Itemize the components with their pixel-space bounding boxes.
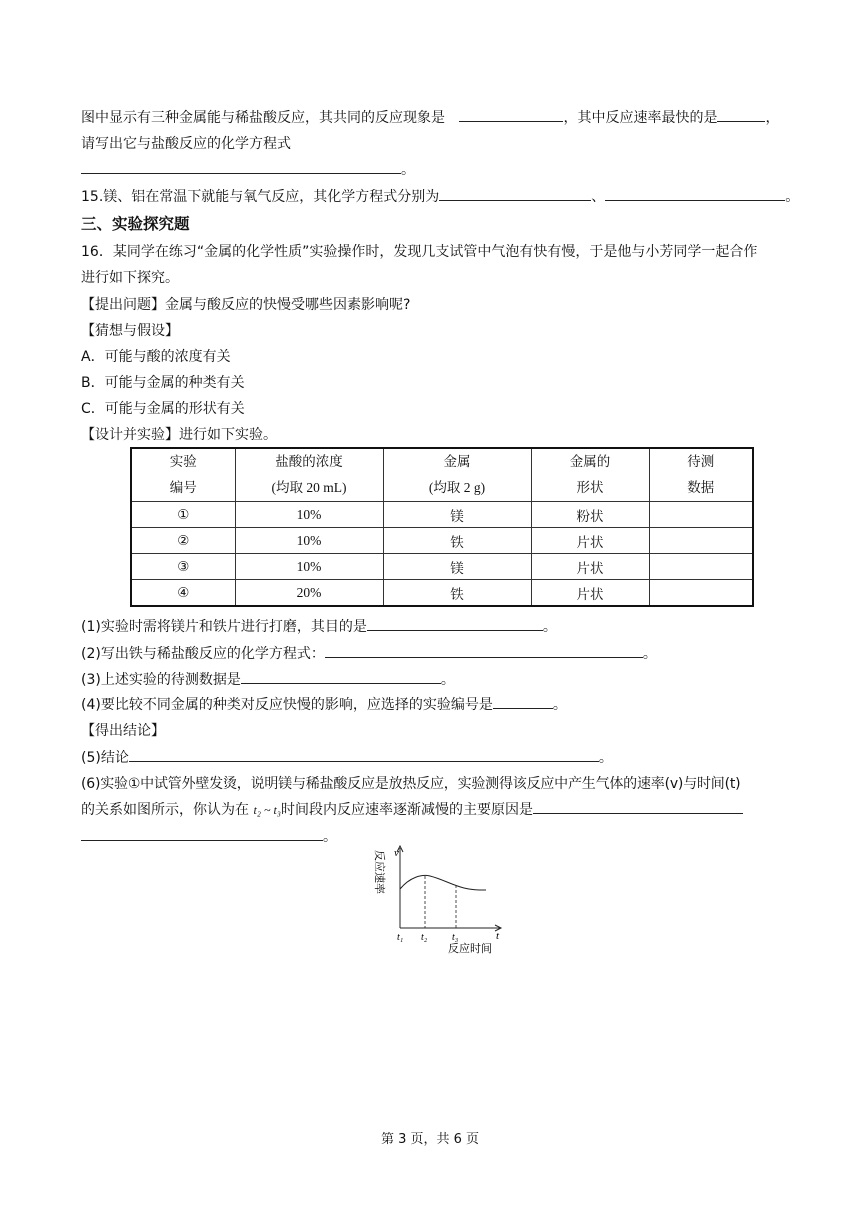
- table-cell: 片状: [531, 528, 649, 554]
- table-cell-data[interactable]: [649, 580, 753, 607]
- period: 。: [598, 750, 613, 766]
- q15-end: 。: [785, 189, 800, 205]
- table-cell-data[interactable]: [649, 554, 753, 580]
- table-cell: 20%: [235, 580, 383, 607]
- q15-blank-al[interactable]: [605, 187, 785, 201]
- table-cell: 铁: [383, 528, 531, 554]
- q15-blank-mg[interactable]: [439, 187, 591, 201]
- subq-1-blank[interactable]: [367, 617, 543, 631]
- table-cell: ②: [131, 528, 235, 554]
- table-cell: 铁: [383, 580, 531, 607]
- q14-line1: [81, 108, 779, 128]
- table-cell: 10%: [235, 502, 383, 528]
- table-cell: ①: [131, 502, 235, 528]
- table-cell: 10%: [235, 528, 383, 554]
- table-header-cell: 实验 编号: [131, 448, 235, 502]
- graph-t-label: t: [496, 930, 500, 942]
- q14-blank-equation[interactable]: [81, 160, 401, 174]
- conclusion-title: 【得出结论】: [81, 723, 165, 739]
- subq-2-text: (2)写出铁与稀盐酸反应的化学方程式：: [81, 646, 325, 662]
- subq-3-blank[interactable]: [241, 670, 441, 684]
- period: 。: [642, 646, 657, 662]
- q14-line2: 请写出它与盐酸反应的化学方程式: [81, 136, 291, 152]
- graph-curve: [400, 875, 486, 890]
- subq-6-line1: (6)实验①中试管外壁发烫，说明镁与稀盐酸反应是放热反应，实验测得该反应中产生气体的速率(v)与时间(t): [81, 776, 741, 792]
- q14-text-b: ，其中反应速率最快的是: [563, 110, 718, 126]
- experiment-table: [130, 447, 754, 607]
- subq-6-text-a: 的关系如图所示，你认为在: [81, 802, 254, 818]
- graph-t2-label: t₂: [421, 932, 428, 943]
- section-title: 三、实验探究题: [81, 215, 190, 233]
- table-cell: ③: [131, 554, 235, 580]
- period: 。: [440, 672, 455, 688]
- graph-t3-label: t₃: [452, 932, 459, 943]
- subq-6-blank-b[interactable]: [81, 827, 323, 841]
- subq-6-text-b: 时间段内反应速率逐渐减慢的主要原因是: [280, 802, 533, 818]
- q16-hypothesis-title: 【猜想与假设】: [81, 323, 179, 339]
- subq-1-text: (1)实验时需将镁片和铁片进行打磨，其目的是: [81, 619, 367, 635]
- subq-4-blank[interactable]: [493, 695, 553, 709]
- q14-blank-fastest[interactable]: [717, 108, 765, 122]
- graph-v-label: v: [394, 847, 399, 859]
- subq-3: [81, 670, 455, 690]
- table-row: [131, 502, 753, 528]
- page-footer: 第 3 页，共 6 页: [380, 1132, 480, 1147]
- graph-xlabel: 反应时间: [448, 942, 492, 955]
- subq-1: [81, 617, 557, 637]
- graph-t1-label: t₁: [397, 932, 404, 943]
- table-header-cell: 金属 (均取 2 g): [383, 448, 531, 502]
- period: 。: [323, 829, 337, 845]
- q14-period: 。: [401, 162, 415, 178]
- table-cell: ④: [131, 580, 235, 607]
- subq-5-text: (5)结论: [81, 750, 129, 766]
- q16-line1: 16．某同学在练习“金属的化学性质”实验操作时，发现几支试管中气泡有快有慢，于是他与小芳同学一起合作: [81, 244, 758, 260]
- table-cell: 10%: [235, 554, 383, 580]
- table-cell: 粉状: [531, 502, 649, 528]
- subq-2-blank[interactable]: [325, 644, 643, 658]
- subq-5: [81, 748, 613, 768]
- q16-question: 【提出问题】金属与酸反应的快慢受哪些因素影响呢?: [81, 297, 411, 313]
- table-cell: 镁: [383, 502, 531, 528]
- table-cell: 片状: [531, 554, 649, 580]
- table-row: [131, 554, 753, 580]
- q15-sep: 、: [591, 189, 606, 205]
- q14-line3: [81, 160, 415, 180]
- subq-6-time-range: t₂ ~ t₃: [253, 803, 281, 817]
- q16-hyp-c: C．可能与金属的形状有关: [81, 401, 245, 417]
- table-header-cell: 金属的 形状: [531, 448, 649, 502]
- table-row: [131, 580, 753, 607]
- subq-2: [81, 644, 657, 664]
- q15-text: 15.镁、铝在常温下就能与氧气反应，其化学方程式分别为: [81, 189, 440, 205]
- period: 。: [542, 619, 557, 635]
- subq-6-line3: [81, 827, 337, 847]
- q16-line2: 进行如下探究。: [81, 270, 179, 286]
- table-header-cell: 盐酸的浓度 (均取 20 mL): [235, 448, 383, 502]
- q14-text-c: ，: [765, 110, 780, 126]
- subq-4-text: (4)要比较不同金属的种类对反应快慢的影响，应选择的实验编号是: [81, 697, 493, 713]
- subq-4: [81, 695, 567, 715]
- table-cell: 镁: [383, 554, 531, 580]
- q16-hyp-a: A．可能与酸的浓度有关: [81, 349, 231, 365]
- q16-design: 【设计并实验】进行如下实验。: [81, 427, 277, 443]
- table-cell-data[interactable]: [649, 502, 753, 528]
- period: 。: [552, 697, 567, 713]
- q15-line: [81, 187, 799, 207]
- table-header-cell: 待测 数据: [649, 448, 753, 502]
- table-cell-data[interactable]: [649, 528, 753, 554]
- graph-ylabel: 反应速率: [373, 850, 386, 894]
- subq-3-text: (3)上述实验的待测数据是: [81, 672, 241, 688]
- subq-6-blank-a[interactable]: [533, 800, 743, 814]
- q14-blank-phenomenon[interactable]: [459, 108, 563, 122]
- table-row: [131, 528, 753, 554]
- table-header-row: [131, 448, 753, 502]
- table-cell: 片状: [531, 580, 649, 607]
- subq-5-blank[interactable]: [129, 748, 599, 762]
- q16-hyp-b: B．可能与金属的种类有关: [81, 375, 245, 391]
- q14-text-a: 图中显示有三种金属能与稀盐酸反应，其共同的反应现象是: [81, 110, 445, 126]
- rate-time-graph: [370, 842, 510, 957]
- subq-6-line2: [81, 800, 743, 820]
